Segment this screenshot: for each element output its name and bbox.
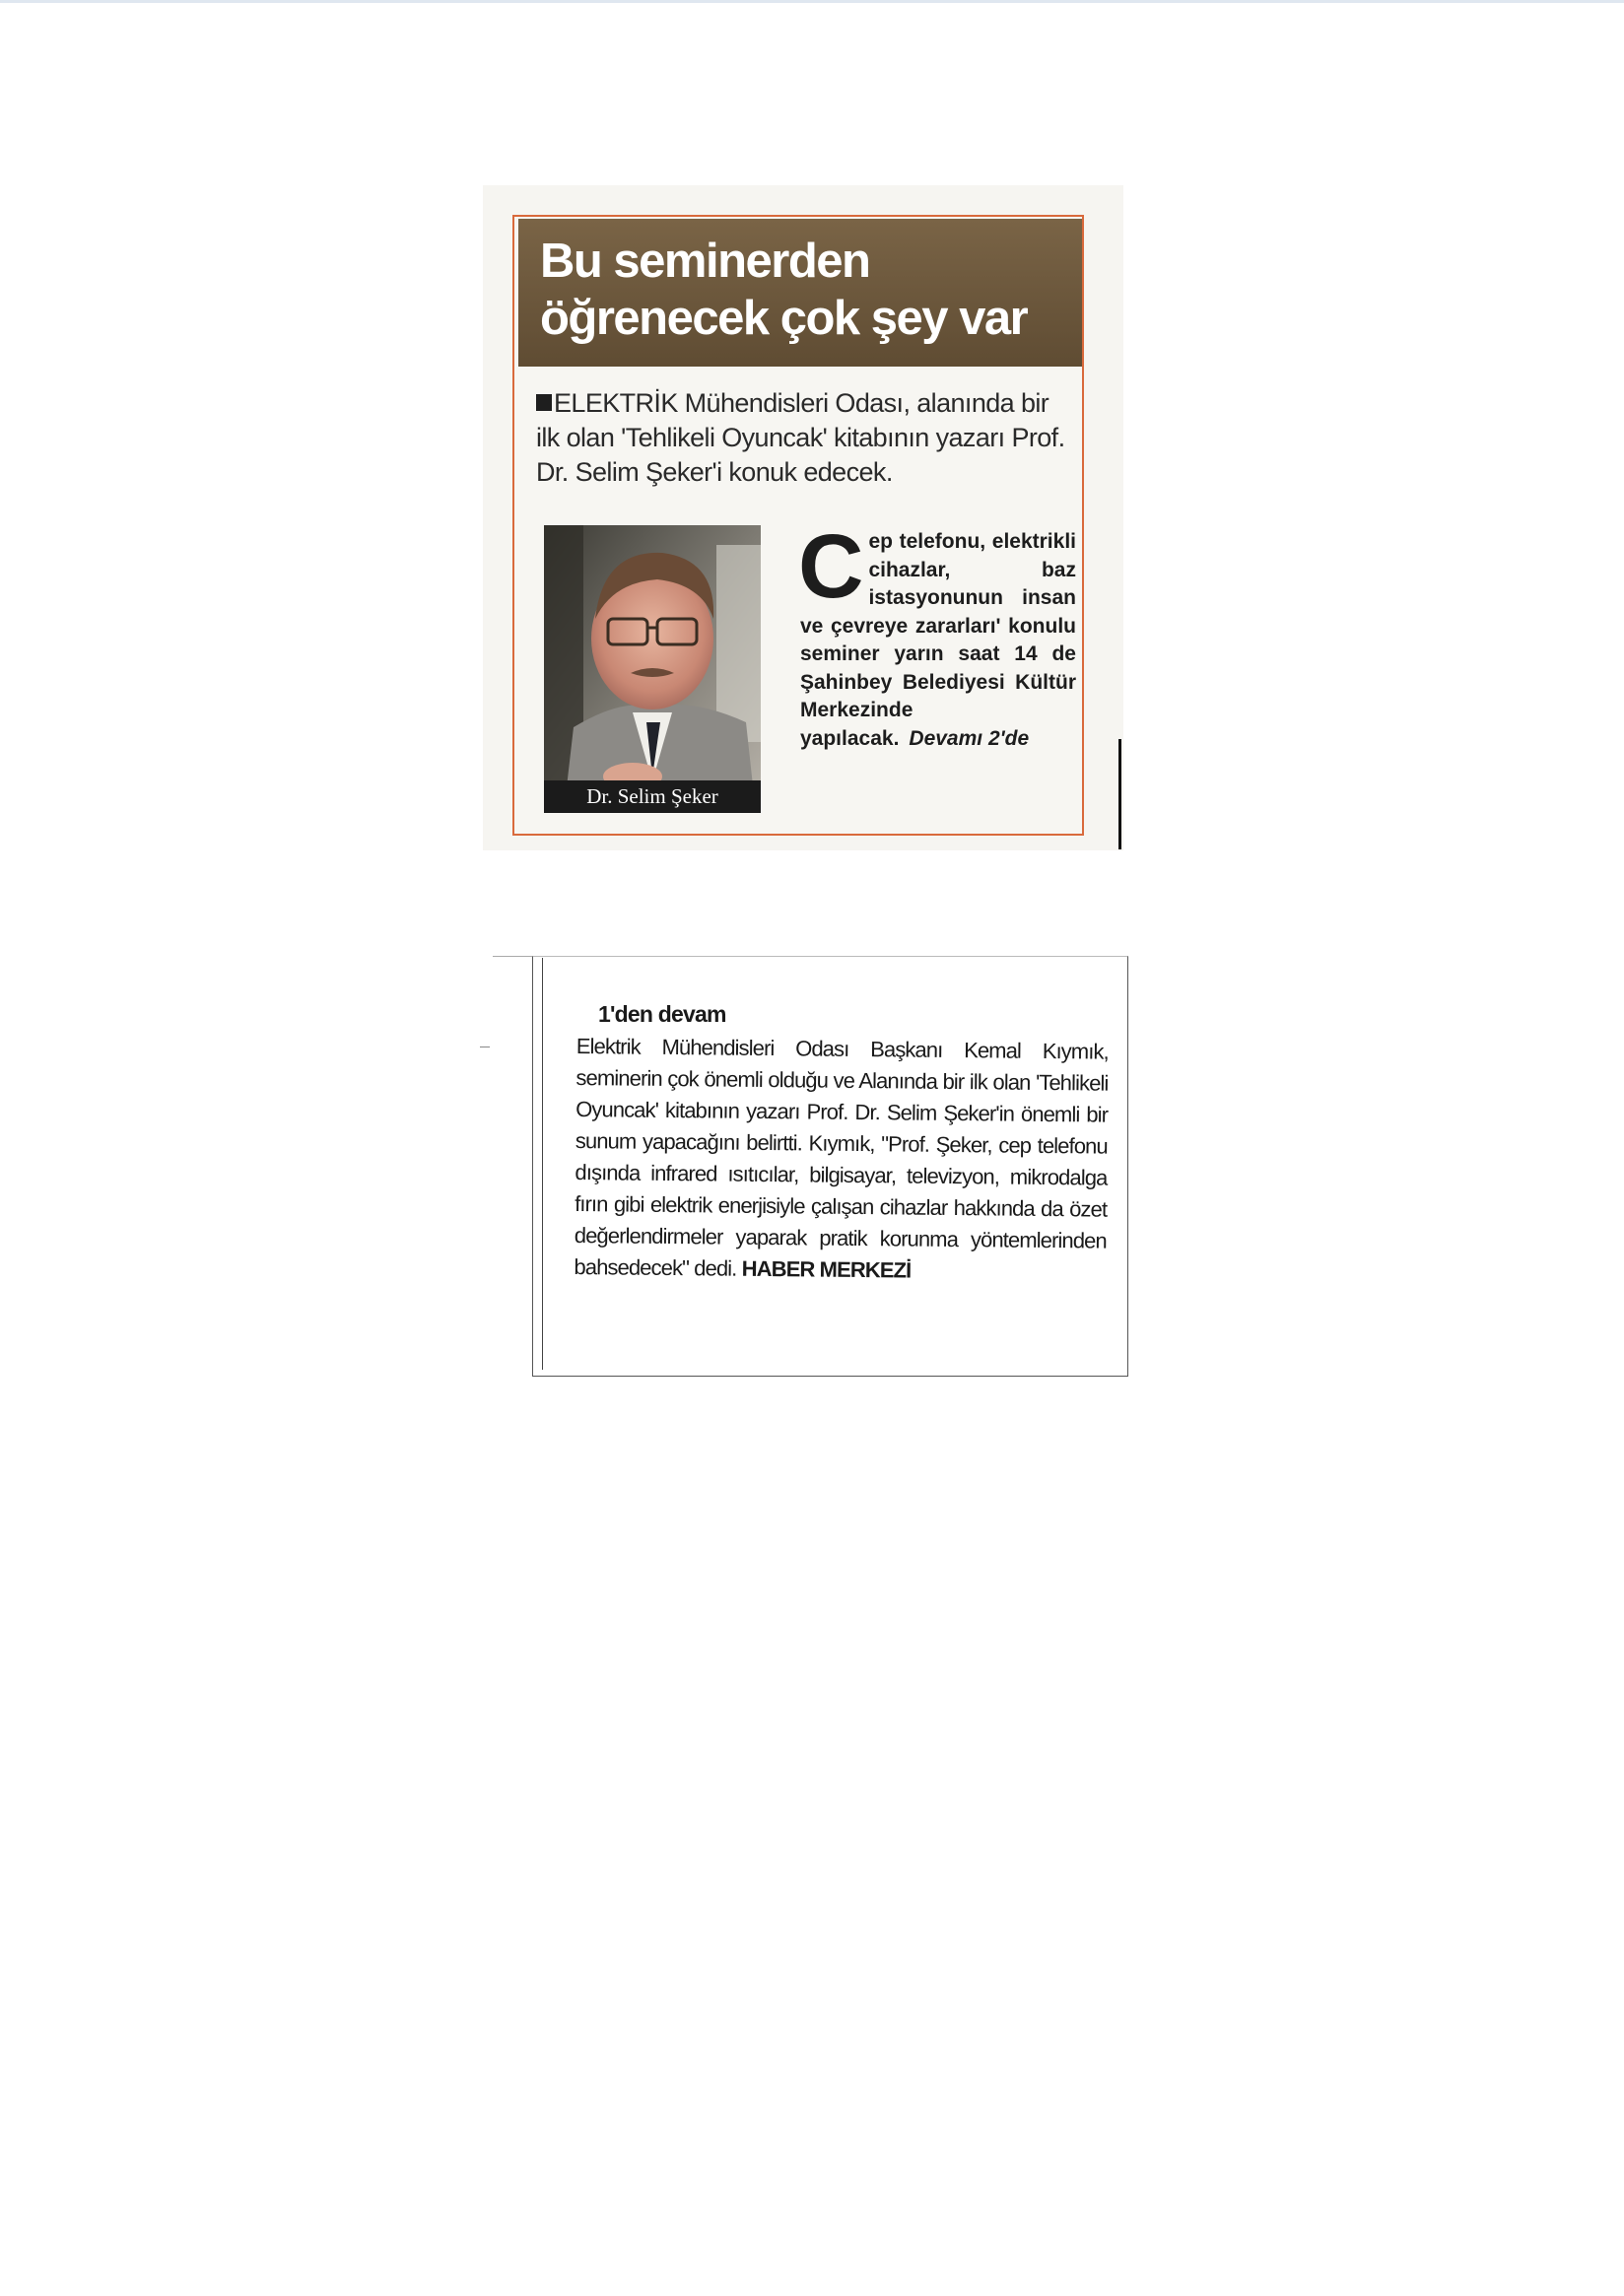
page-top-rule — [0, 0, 1624, 3]
continuation-text: Elektrik Mühendisleri Odası Başkanı Kemal Kıymık, seminerin çok önemli olduğu ve Alanında bir ilk olan 'Tehlikeli Oyuncak' kitabının yazarı Prof. Dr. Selim Şeker'in önemli bir sunum yapacağını belirtti. Kıymık, "Prof. Şeker, cep telefonu dışında infrared ısıtıcılar, bilgisayar, televizyon, mikrodalga fırın gibi elektrik enerjisiyle çalışan cihazlar hakkında da özet değerlendirmeler yaparak pratik korunma yöntemlerinden bahsedecek" dedi. — [574, 1033, 1109, 1281]
photo-caption: Dr. Selim Şeker — [544, 780, 761, 813]
lead-paragraph — [536, 386, 1073, 490]
main-article-clipping — [483, 185, 1123, 850]
article-frame — [512, 215, 1084, 836]
continuation-title: 1'den devam — [598, 1001, 726, 1027]
continuation-body — [574, 1031, 1109, 1289]
article-body-text: ep telefonu, elektrikli cihazlar, baz istasyonunun insan ve çevreye zararları' konulu seminer yarın saat 14 de Şahinbey Belediyesi Kültür Merkezinde yapılacak. — [800, 530, 1076, 750]
lead-keyword: ELEKTRİK — [554, 388, 678, 418]
portrait-image — [544, 525, 761, 813]
lead-bullet-marker — [536, 394, 552, 411]
continuation-left-rule — [542, 958, 543, 1370]
headline-banner — [518, 219, 1082, 367]
clipping-edge-rule — [1118, 739, 1121, 849]
continuation-author: HABER MERKEZİ — [741, 1255, 912, 1283]
continued-note: Devamı 2'de — [909, 726, 1030, 750]
portrait-photo — [544, 525, 761, 813]
article-body-column — [798, 516, 1076, 753]
continuation-top-rule — [493, 956, 537, 957]
lead-text: Mühendisleri Odası, alanında bir ilk olan 'Tehlikeli Oyuncak' kitabının yazarı Prof. Dr. Selim Şeker'i konuk edecek. — [536, 388, 1065, 487]
headline-line-1: Bu seminerden — [540, 235, 870, 288]
headline-line-2: öğrenecek çok şey var — [540, 292, 1028, 345]
drop-cap: C — [798, 516, 864, 617]
